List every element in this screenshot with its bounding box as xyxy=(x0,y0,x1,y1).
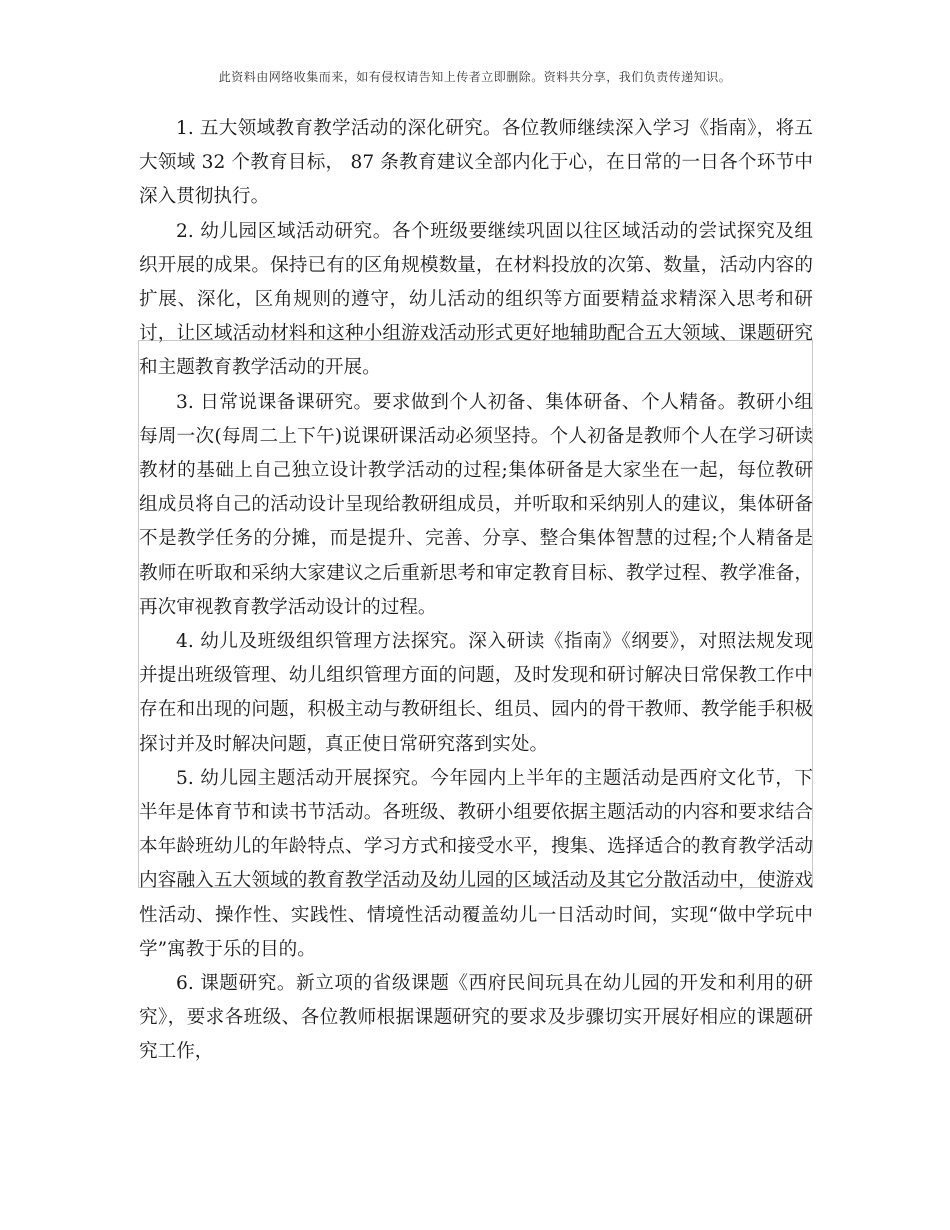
header-disclaimer: 此资料由网络收集而来，如有侵权请告知上传者立即删除。资料共分享，我们负责传递知识。 xyxy=(218,70,732,84)
paragraph-1: 1. 五大领域教育教学活动的深化研究。各位教师继续深入学习《指南》，将五大领域 32 个教育目标， 87 条教育建议全部内化于心，在日常的一日各个环节中深入贯彻执行。 xyxy=(139,118,813,208)
paragraph-3: 3. 日常说课备课研究。要求做到个人初备、集体研备、个人精备。教研小组每周一次(每周二上下午)说课研课活动必须坚持。个人初备是教师个人在学习研读教材的基础上自己独立设计教学活动的过程;集体研备是大家坐在一起，每位教研组成员将自己的活动设计呈现给教研组成员，并听取和采纳别人的建议，集体研备不是教学任务的分摊，而是提升、完善、分享、整合集体智慧的过程;个人精备是教师在听取和采纳大家建议之后重新思考和审定教育目标、教学过程、教学准备，再次审视教育教学活动设计的过程。 xyxy=(139,391,813,618)
paragraph-2: 2. 幼儿园区域活动研究。各个班级要继续巩固以往区域活动的尝试探究及组织开展的成果。保持已有的区角规模数量，在材料投放的次第、数量，活动内容的扩展、深化，区角规则的遵守，幼儿活动的组织等方面要精益求精深入思考和研讨，让区域活动材料和这种小组游戏活动形式更好地辅助配合五大领域、课题研究和主题教育教学活动的开展。 xyxy=(139,220,813,379)
paragraph-5: 5. 幼儿园主题活动开展探究。今年园内上半年的主题活动是西府文化节，下半年是体育节和读书节活动。各班级、教研小组要依据主题活动的内容和要求结合本年龄班幼儿的年龄特点、学习方式和接受水平，搜集、选择适合的教育教学活动内容融入五大领域的教育教学活动及幼儿园的区域活动及其它分散活动中，使游戏性活动、操作性、实践性、情境性活动覆盖幼儿一日活动时间，实现“做中学玩中学”寓教于乐的目的。 xyxy=(139,767,813,960)
document-body xyxy=(139,112,813,1070)
paragraph-4: 4. 幼儿及班级组织管理方法探究。深入研读《指南》《纲要》，对照法规发现并提出班级管理、幼儿组织管理方面的问题，及时发现和研讨解决日常保教工作中存在和出现的问题，积极主动与教研组长、组员、园内的骨干教师、教学能手积极探讨并及时解决问题，真正使日常研究落到实处。 xyxy=(139,631,813,755)
paragraph-6: 6. 课题研究。新立项的省级课题《西府民间玩具在幼儿园的开发和利用的研究》，要求各班级、各位教师根据课题研究的要求及步骤切实开展好相应的课题研究工作， xyxy=(139,973,813,1063)
